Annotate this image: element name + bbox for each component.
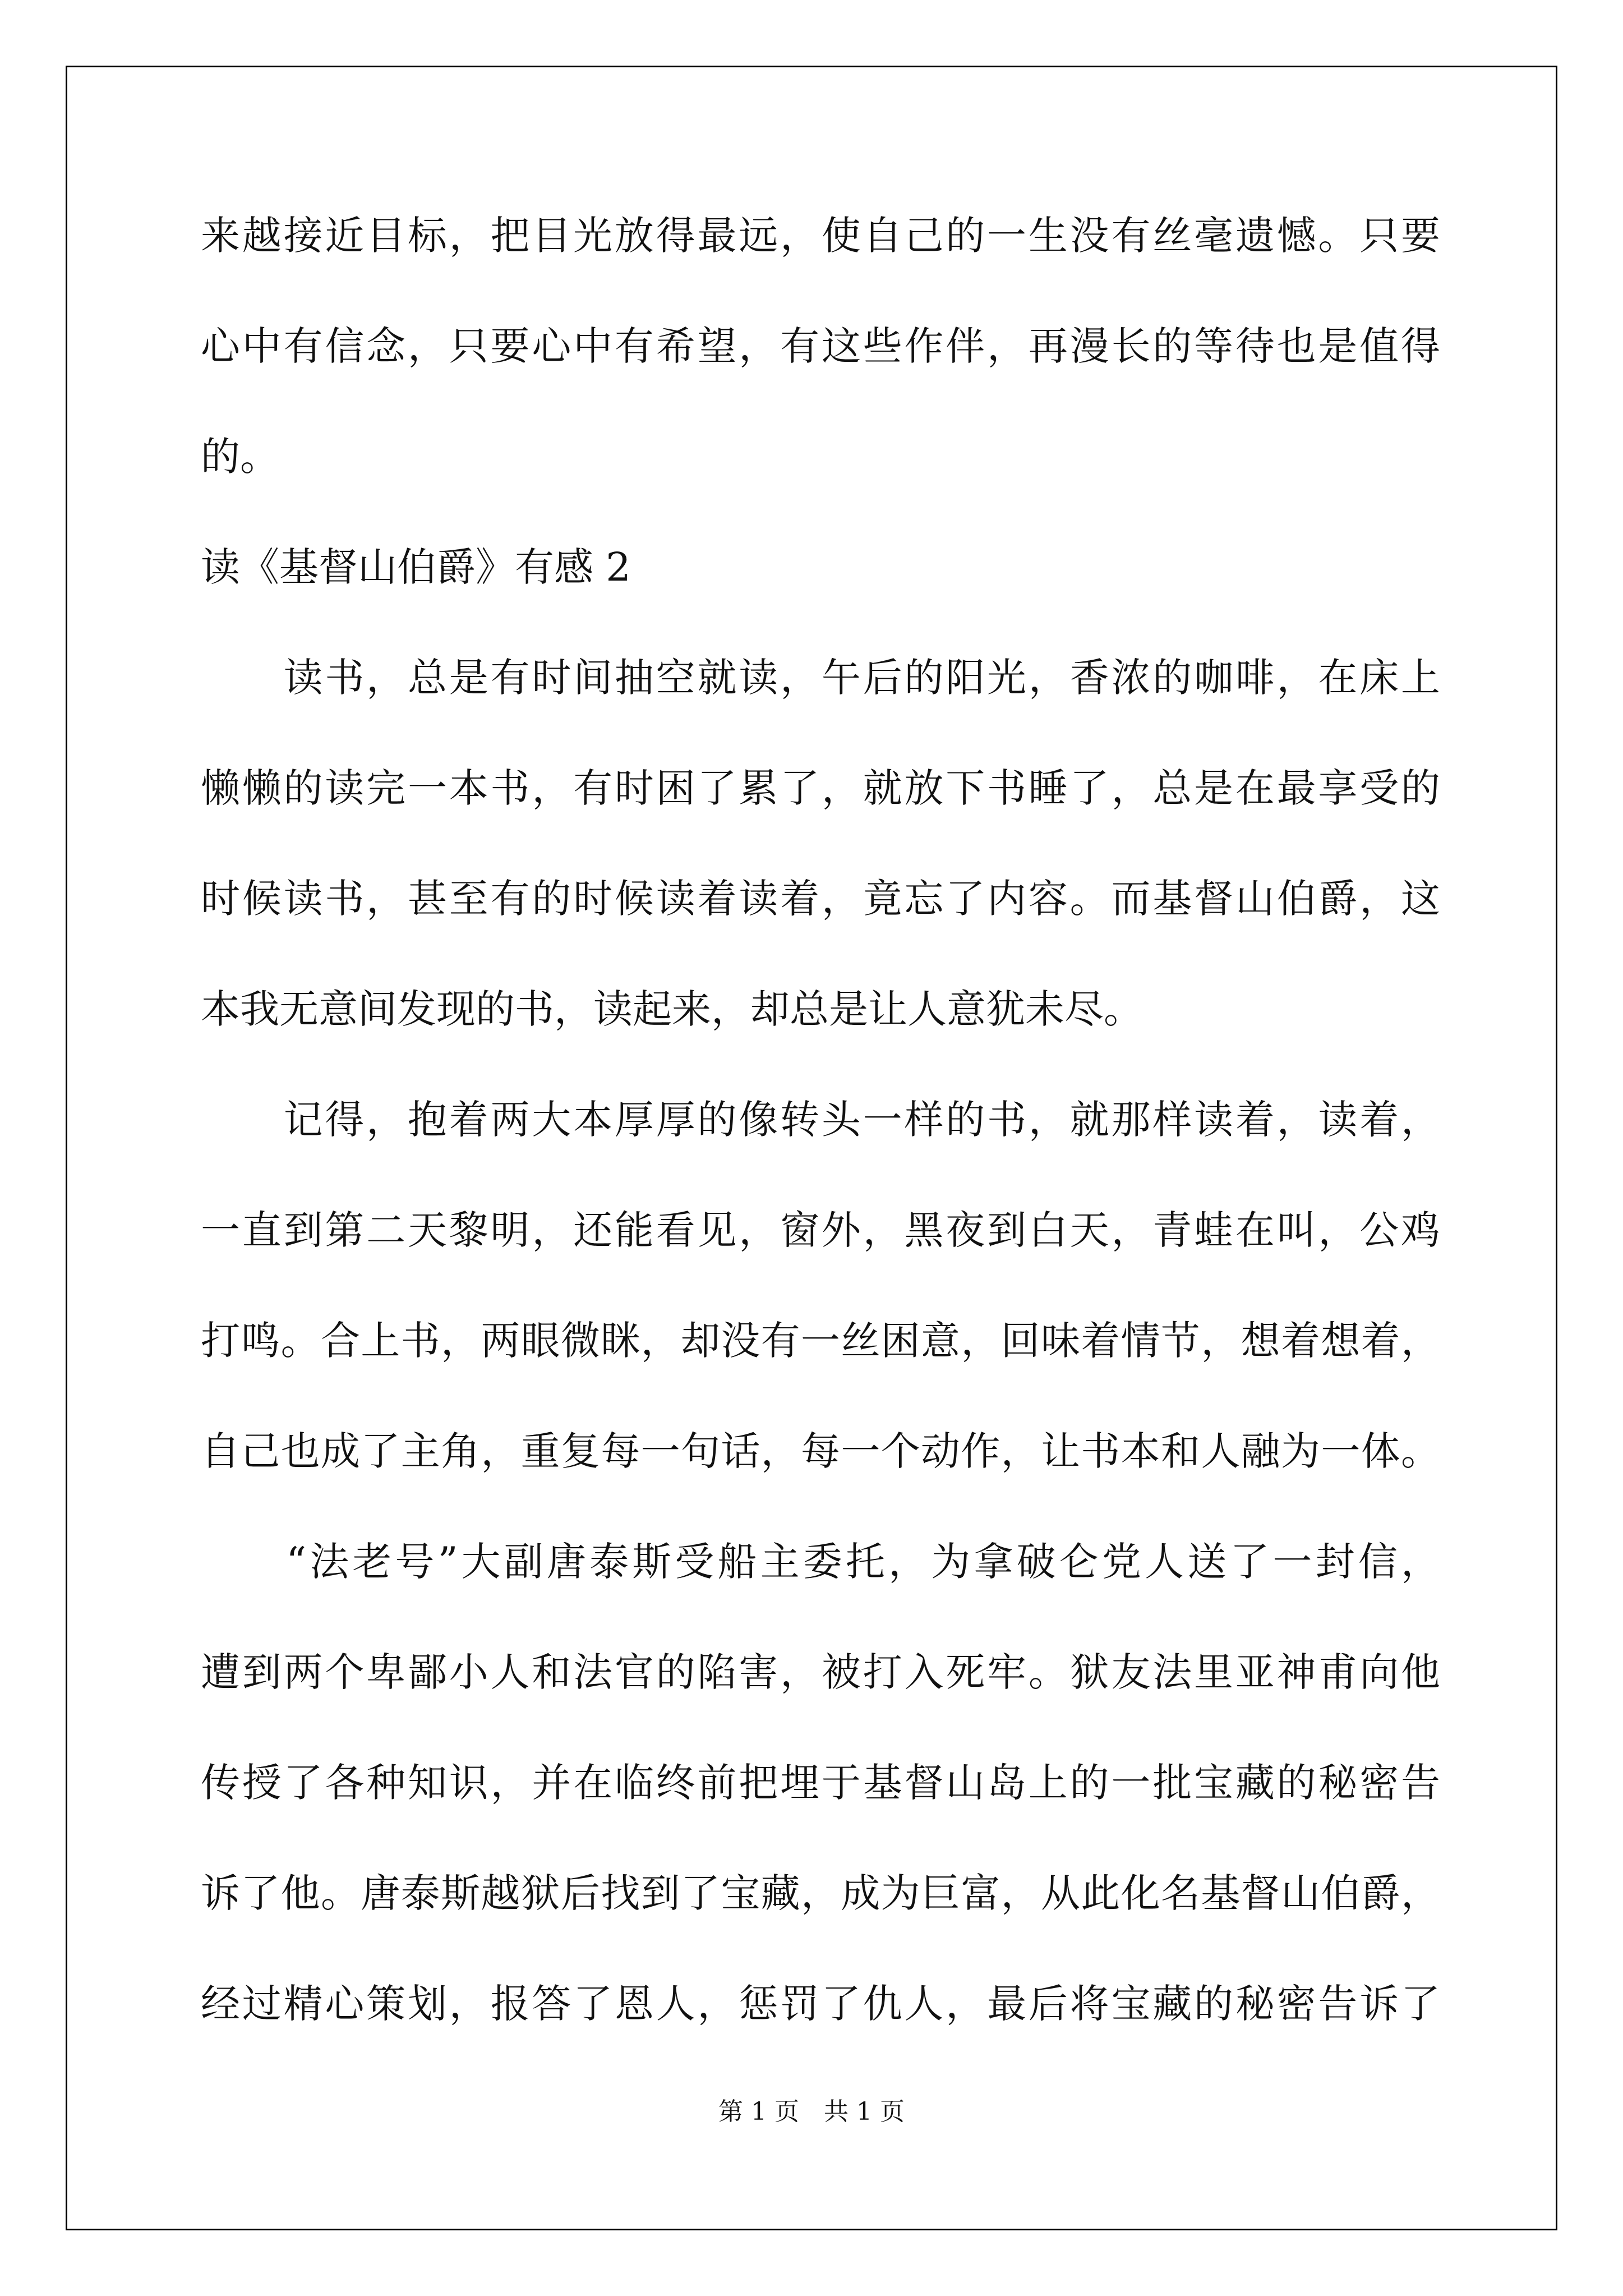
text-line: 读书，总是有时间抽空就读，午后的阳光，香浓的咖啡，在床上 — [201, 655, 1440, 701]
text-line: 心中有信念，只要心中有希望，有这些作伴，再漫长的等待也是值得 — [201, 323, 1440, 369]
text-line: 经过精心策划，报答了恩人，惩罚了仇人，最后将宝藏的秘密告诉了 — [201, 1981, 1440, 2027]
page-footer: 第 1 页 共 1 页 — [718, 2097, 905, 2126]
text-line: 懒懒的读完一本书，有时困了累了，就放下书睡了，总是在最享受的 — [201, 765, 1440, 811]
text-line: 的。 — [201, 434, 279, 480]
text-line: 一直到第二天黎明，还能看见，窗外，黑夜到白天，青蛙在叫，公鸡 — [201, 1207, 1440, 1253]
text-line: 遭到两个卑鄙小人和法官的陷害，被打入死牢。狱友法里亚神甫向他 — [201, 1649, 1440, 1695]
text-line: 自己也成了主角，重复每一句话，每一个动作，让书本和人融为一体。 — [201, 1428, 1440, 1474]
text-line: 传授了各种知识，并在临终前把埋于基督山岛上的一批宝藏的秘密告 — [201, 1760, 1440, 1806]
text-line: 时候读书，甚至有的时候读着读着，竟忘了内容。而基督山伯爵，这 — [201, 876, 1440, 922]
text-line: 打鸣。合上书，两眼微眯，却没有一丝困意，回味着情节，想着想着， — [201, 1318, 1440, 1364]
text-line: 诉了他。唐泰斯越狱后找到了宝藏，成为巨富，从此化名基督山伯爵， — [201, 1870, 1440, 1916]
section-heading: 读《基督山伯爵》有感 2 — [201, 544, 631, 590]
text-line: 记得，抱着两大本厚厚的像转头一样的书，就那样读着，读着， — [201, 1097, 1440, 1143]
text-line: 来越接近目标，把目光放得最远，使自己的一生没有丝毫遗憾。只要 — [201, 213, 1440, 259]
text-line: 本我无意间发现的书，读起来，却总是让人意犹未尽。 — [201, 986, 1143, 1032]
text-line: “法老号”大副唐泰斯受船主委托，为拿破仑党人送了一封信， — [201, 1539, 1440, 1585]
